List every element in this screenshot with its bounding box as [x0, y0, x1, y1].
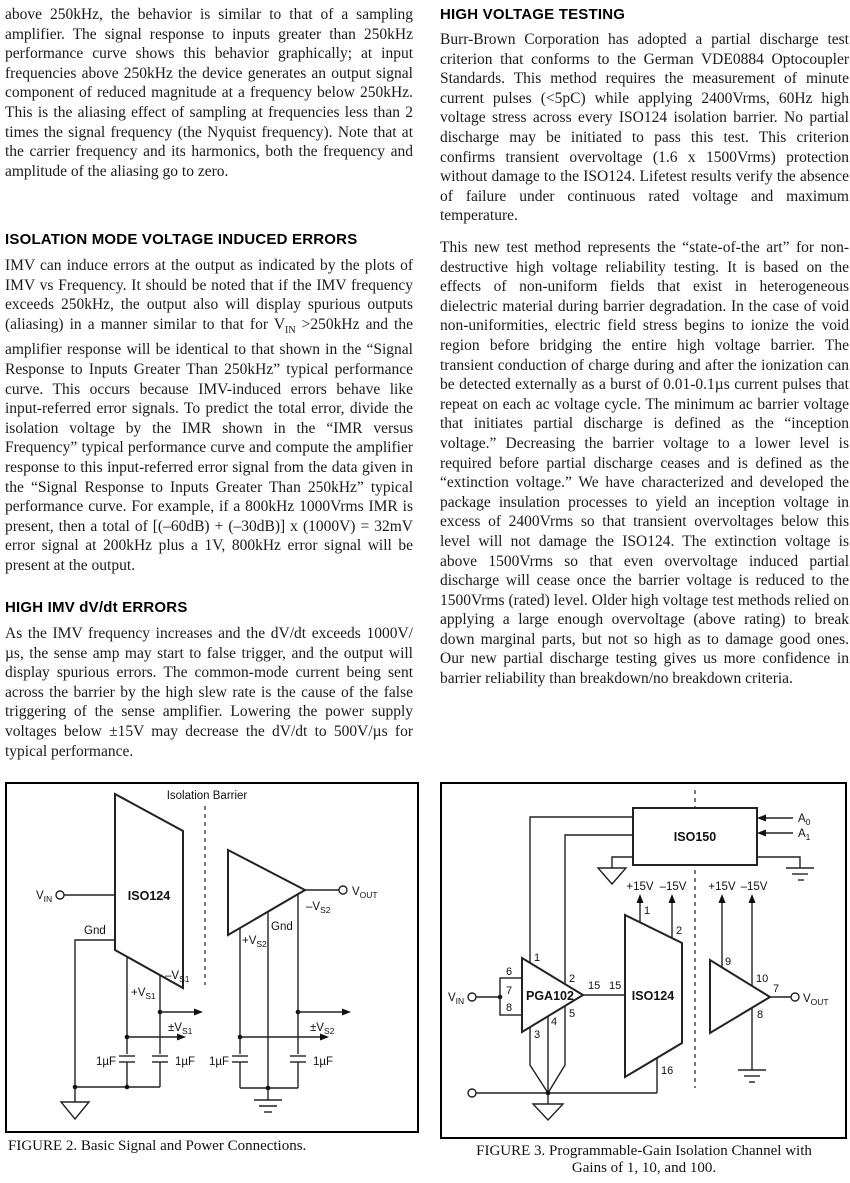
- input-ground-rail: [468, 1089, 657, 1120]
- paragraph-test-method: This new test method represents the “state-of-the art” for non-destructive high voltage reliability testing. It is based on the effects of non-uniform fields that exist in heterogeneous dielectric material during barrier degradation. In the case of void non-uniformities, electric field stress begins to ionize the void region before bridging the entire high voltage barrier. The transient conduction of charge during and after the ionization can be detected externally as a burst of 0.01-0.1µs current pulses that repeat on each ac voltage cycle. The minimum ac barrier voltage that initiates partial discharge is defined as the “inception voltage.” Decreasing the barrier voltage to a lower level is required before partial discharge ceases and is defined as the “extinction voltage.” We have characterized and developed the package insulation processes to yield an inception voltage in excess of 2400Vrms so that transient overvoltages below this level will not damage the ISO124. The extinction voltage is above 1500Vrms so that even overvoltage induced partial discharge will cease once the barrier voltage is reduced to the 1500Vrms (rated) level. Older high voltage test methods relied on applying a large enough overvoltage (above rating) to break down marginal parts, but not so high as to damage good ones. Our new partial discharge testing gives us more confidence in barrier reliability than breakdown/no breakdown criteria.: [440, 239, 849, 688]
- iso124-label: ISO124: [631, 989, 675, 1003]
- iso124-symbol: [115, 794, 183, 988]
- output-amp-symbol: [228, 850, 305, 935]
- neg15v-label-2: –15V: [740, 881, 768, 893]
- pin-iso-2: 2: [676, 925, 683, 937]
- neg-vs1-label: $-V_{S1}$: [165, 970, 190, 984]
- pos15v-label-2: +15V: [708, 881, 736, 893]
- pin-6: 6: [506, 966, 513, 978]
- vout-terminal: [770, 993, 829, 1007]
- figure2-caption: FIGURE 2. Basic Signal and Power Connections.: [8, 1138, 307, 1154]
- pin-15-left: 15: [588, 980, 601, 992]
- paragraph-partial-discharge: Burr-Brown Corporation has adopted a partial discharge test criterion that conforms to the German VDE0884 Optocoupler Standards. This method requires the measurement of minute current pulses (<5pC) while applying 2400Vrms, 60Hz high voltage stress across every ISO124 isolation barrier. No partial discharge may be initiated to pass this test. This criterion confirms transient overvoltage (1.6 x 1500Vrms) protection without damage to the ISO124. Lifetest results verify the absence of failure under continuous rated voltage and maximum temperature.: [440, 31, 849, 225]
- figure3-caption-line1: FIGURE 3. Programmable-Gain Isolation Channel with: [476, 1143, 812, 1159]
- pga-iso124-link: [583, 980, 625, 995]
- pm-vs2-label: $\pm V_{S2}$: [310, 1022, 335, 1036]
- a0-label: $A_0$: [798, 813, 811, 827]
- iso150-ground-left: [598, 857, 633, 884]
- heading-isolation-mode-voltage: ISOLATION MODE VOLTAGE INDUCED ERRORS: [5, 231, 358, 248]
- gain-jumper-box: [500, 966, 522, 1015]
- pos-vs1-label: $+V_{S1}$: [131, 987, 156, 1001]
- isolation-barrier-label: Isolation Barrier: [166, 790, 248, 802]
- iso150-ground-right: [757, 857, 814, 880]
- pos15v-label-1: +15V: [626, 881, 654, 893]
- pin-2: 2: [569, 973, 576, 985]
- figure3-caption: [440, 1143, 848, 1177]
- iso124-pin16: [657, 1058, 673, 1093]
- vin-label: $V_{IN}$: [36, 890, 53, 904]
- gain-control-lines: [530, 817, 633, 1093]
- earth-ground-symbol-output: [738, 1070, 766, 1082]
- paragraph-aliasing: above 250kHz, the behavior is similar to that of a sampling amplifier. The signal response to inputs greater than 250kHz performance curve shows this behavior graphically; at input frequencies above 250kHz the device generates an output signal component of reduced magnitude at a frequency below 250kHz. This is the aliasing effect of sampling at frequencies less than 2 times the signal frequency (the Nyquist frequency). Note that at the carrier frequency and its harmonics, both the frequency and amplitude of the aliasing go to zero.: [5, 6, 413, 180]
- gnd-label: Gnd: [84, 925, 106, 937]
- vin-terminal: [448, 992, 502, 1006]
- vout-label: $V_{OUT}$: [803, 993, 829, 1007]
- pin-16: 16: [661, 1065, 674, 1077]
- pin-7-out: 7: [773, 983, 780, 995]
- cap-label-1: 1µF: [95, 1056, 116, 1068]
- figure2-diagram: [5, 782, 420, 1134]
- pin-7: 7: [506, 985, 513, 997]
- paragraph-dvdt: As the IMV frequency increases and the dV/dt exceeds 1000V/µs, the sense amp may start to false trigger, and the output will display spurious errors. The common-mode current being sent across the barrier by the high slew rate is the cause of the false triggering of the sense amplifier. Lowering the power supply voltages below ±15V may decrease the dV/dt to 500V/µs for typical performance.: [5, 625, 413, 760]
- pin-3: 3: [534, 1029, 541, 1041]
- paragraph-imv-errors: IMV can induce errors at the output as indicated by the plots of IMV vs Frequency. It should be noted that if the IMV frequency exceeds 250kHz, the output also will display spurious outputs (aliasing) in a manner similar to that for $V_{IN} >250kHz$ and the amplifier response will be identical to that shown in the “Signal Response to Inputs Greater Than 250kHz” typical performance curve. This occurs because IMV-induced errors behave like input-referred error signals. To predict the total error, divide the isolation voltage by the IMR shown in the “IMR versus Frequency” typical performance curve and compute the amplifier response to this input-referred error signal from the data given in the “Signal Response to Inputs Greater Than 250kHz” typical performance curve. For example, if a 800kHz 1000Vrms IMR is present, then a total of [(–60dB) + (–30dB)] x (1000V) = 32mV error signal at 200kHz plus a 1V, 800kHz error signal will be present at the output.: [5, 257, 413, 574]
- cap-label-4: 1µF: [313, 1056, 334, 1068]
- pin-15-right: 15: [609, 980, 622, 992]
- vout-label: $V_{OUT}$: [352, 886, 378, 900]
- figure3-caption-line2: Gains of 1, 10, and 100.: [571, 1160, 717, 1176]
- a1-label: $A_1$: [798, 828, 811, 842]
- heading-high-imv-dvdt: HIGH IMV dV/dt ERRORS: [5, 599, 188, 616]
- pin-10: 10: [756, 973, 769, 985]
- iso124-label: ISO124: [127, 889, 171, 903]
- pga102-label: PGA102: [526, 989, 574, 1003]
- pin-8-out: 8: [757, 1009, 764, 1021]
- pin-iso-1: 1: [644, 905, 651, 917]
- cap-label-3: 1µF: [208, 1056, 229, 1068]
- a0-input: [757, 813, 811, 827]
- cap-label-2: 1µF: [175, 1056, 196, 1068]
- figure2-border: [6, 783, 418, 1132]
- pos-vs2-label: $+V_{S2}$: [242, 935, 267, 949]
- gnd2-label: Gnd: [271, 921, 293, 933]
- pin-8: 8: [506, 1002, 513, 1014]
- vout-terminal: [305, 886, 378, 900]
- vin-terminal: [36, 890, 115, 904]
- iso150-label: ISO150: [673, 830, 717, 844]
- pin-4: 4: [551, 1016, 558, 1028]
- vin-label: $V_{IN}$: [448, 992, 465, 1006]
- ground-symbol-input: [533, 1104, 563, 1120]
- iso124-symbol: [625, 915, 682, 1077]
- ground-symbol-left: [61, 1102, 89, 1119]
- pin-1: 1: [534, 952, 541, 964]
- figure3-diagram: [440, 782, 848, 1140]
- iso150-symbol: [633, 808, 757, 865]
- output-amp-symbol: [710, 960, 770, 1033]
- heading-high-voltage-testing: HIGH VOLTAGE TESTING: [440, 6, 626, 23]
- pin-9: 9: [725, 956, 732, 968]
- pin-5: 5: [569, 1008, 576, 1020]
- earth-ground-symbol-right: [254, 1100, 282, 1112]
- neg15v-label-1: –15V: [659, 881, 687, 893]
- neg-vs2-label: $-V_{S2}$: [306, 901, 331, 915]
- pm-vs1-label: $\pm V_{S1}$: [168, 1022, 193, 1036]
- a1-input: [757, 828, 811, 842]
